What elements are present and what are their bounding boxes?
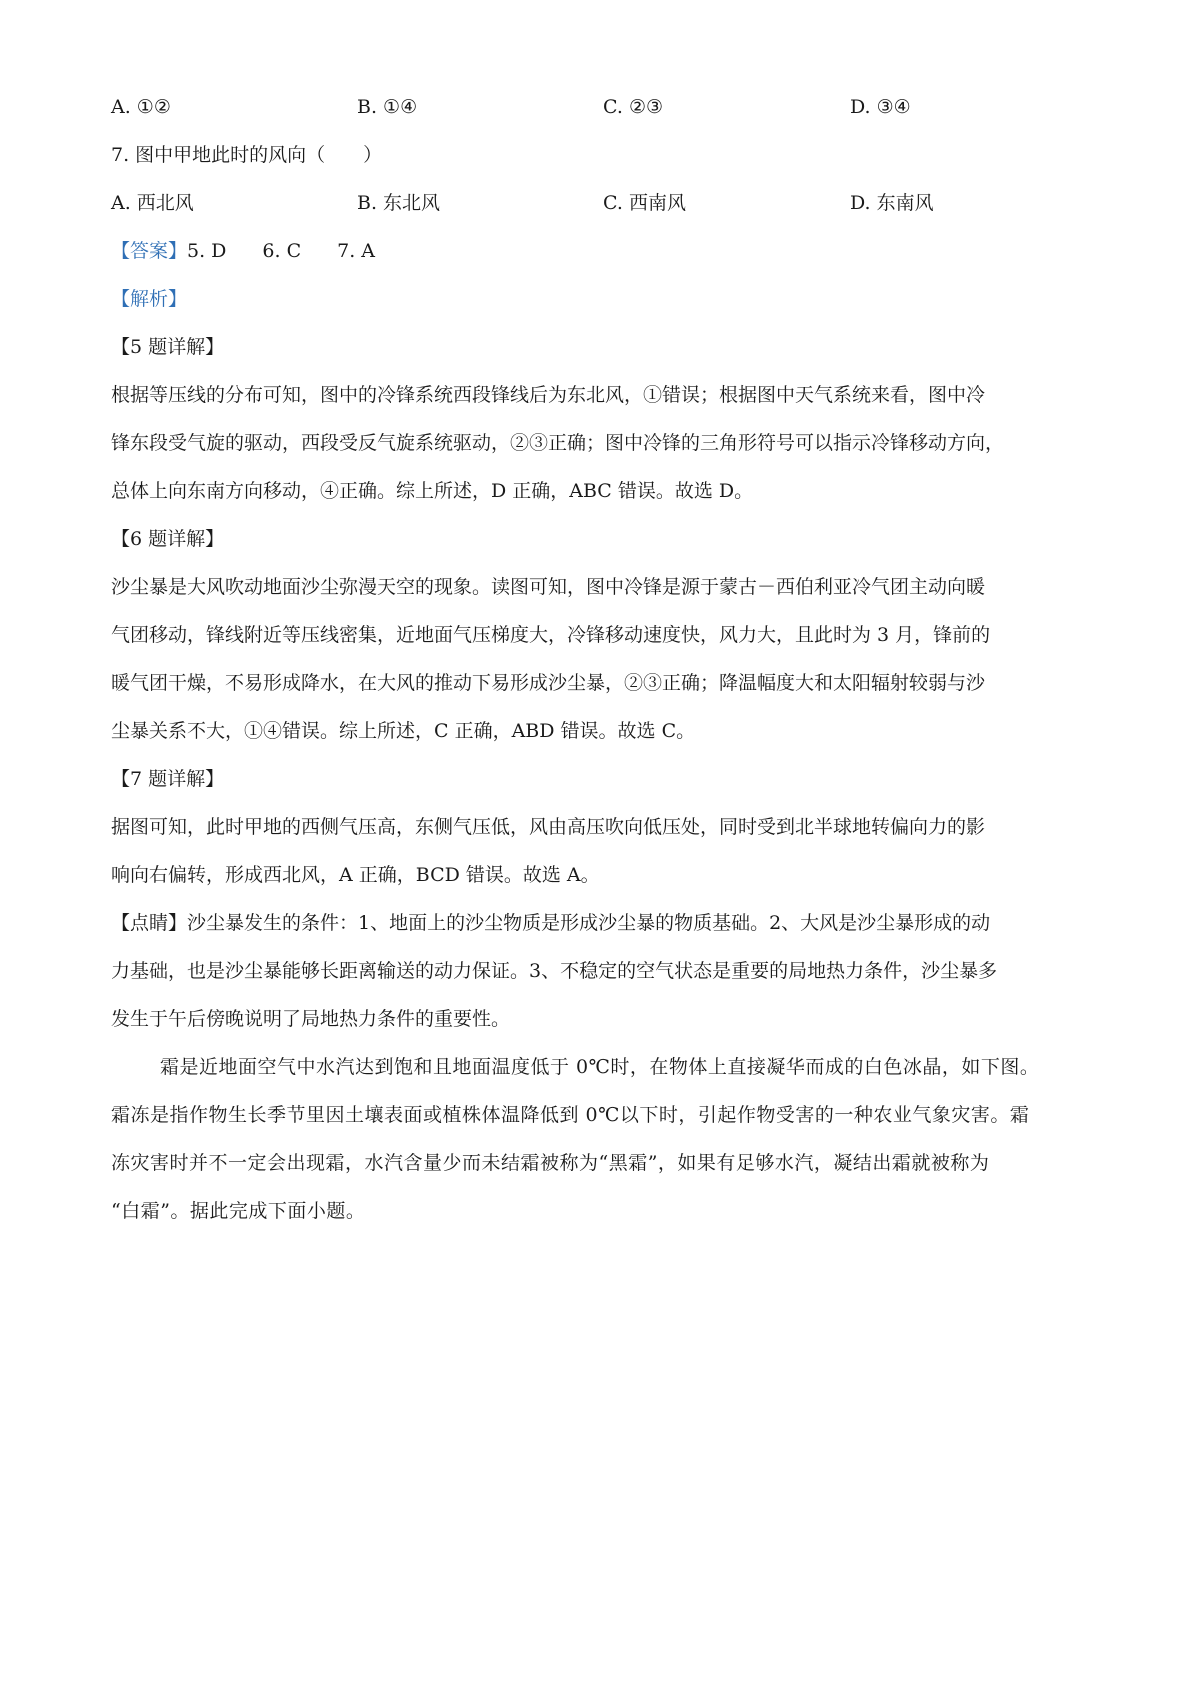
intro-line-2: 霜冻是指作物生长季节里因土壤表面或植株体温降低到 0℃以下时，引起作物受害的一种农业气象灾害。霜 xyxy=(111,1104,1030,1126)
detail6-heading: 【6 题详解】 xyxy=(111,528,225,550)
intro-line-3: 冻灾害时并不一定会出现霜，水汽含量少而未结霜被称为“黑霜”，如果有足够水汽，凝结出霜就被称为 xyxy=(111,1152,990,1174)
detail5-line-3: 总体上向东南方向移动，④正确。综上所述，D 正确，ABC 错误。故选 D。 xyxy=(111,480,754,502)
answer-line xyxy=(111,236,1101,266)
q6-option-c: C. ②③ xyxy=(603,96,664,118)
q7-option-b: B. 东北风 xyxy=(357,192,441,214)
answer-5: 5. D xyxy=(187,240,227,262)
answer-7: 7. A xyxy=(337,240,376,262)
intro-line-1: 霜是近地面空气中水汽达到饱和且地面温度低于 0℃时，在物体上直接凝华而成的白色冰晶，如下图。 xyxy=(160,1056,1040,1078)
detail6-line-1: 沙尘暴是大风吹动地面沙尘弥漫天空的现象。读图可知，图中冷锋是源于蒙古－西伯利亚冷气团主动向暖 xyxy=(111,576,986,598)
detail6-line-2: 气团移动，锋线附近等压线密集，近地面气压梯度大，冷锋移动速度快，风力大，且此时为 3 月，锋前的 xyxy=(111,624,991,646)
detail7-heading: 【7 题详解】 xyxy=(111,768,225,790)
q7-option-c: C. 西南风 xyxy=(603,192,686,214)
tip-line-2: 力基础，也是沙尘暴能够长距离输送的动力保证。3、不稳定的空气状态是重要的局地热力条件，沙尘暴多 xyxy=(111,960,998,982)
tip-line-3: 发生于午后傍晚说明了局地热力条件的重要性。 xyxy=(111,1008,511,1030)
detail5-line-2: 锋东段受气旋的驱动，西段受反气旋系统驱动，②③正确；图中冷锋的三角形符号可以指示冷锋移动方向， xyxy=(111,432,1005,454)
detail5-heading: 【5 题详解】 xyxy=(111,336,225,358)
q6-option-d: D. ③④ xyxy=(850,96,911,118)
q7-option-d: D. 东南风 xyxy=(850,192,934,214)
detail5-line-1: 根据等压线的分布可知，图中的冷锋系统西段锋线后为东北风，①错误；根据图中天气系统来看，图中冷 xyxy=(111,384,986,406)
intro-line-4: “白霜”。据此完成下面小题。 xyxy=(111,1200,366,1222)
tip-line-1: 【点睛】沙尘暴发生的条件：1、地面上的沙尘物质是形成沙尘暴的物质基础。2、大风是沙尘暴形成的动 xyxy=(111,912,991,934)
q6-option-b: B. ①④ xyxy=(357,96,418,118)
q7-option-a: A. 西北风 xyxy=(111,192,194,214)
detail7-line-2: 响向右偏转，形成西北风，A 正确，BCD 错误。故选 A。 xyxy=(111,864,600,886)
q6-option-a: A. ①② xyxy=(111,96,171,118)
detail6-line-3: 暖气团干燥，不易形成降水，在大风的推动下易形成沙尘暴，②③正确；降温幅度大和太阳辐射较弱与沙 xyxy=(111,672,986,694)
answer-label: 【答案】 xyxy=(111,240,188,262)
detail7-line-1: 据图可知，此时甲地的西侧气压高，东侧气压低，风由高压吹向低压处，同时受到北半球地转偏向力的影 xyxy=(111,816,986,838)
answer-6: 6. C xyxy=(262,240,302,262)
q7-stem: 7. 图中甲地此时的风向（ ） xyxy=(111,144,383,166)
detail6-line-4: 尘暴关系不大，①④错误。综上所述，C 正确，ABD 错误。故选 C。 xyxy=(111,720,696,742)
analysis-label: 【解析】 xyxy=(111,288,188,310)
